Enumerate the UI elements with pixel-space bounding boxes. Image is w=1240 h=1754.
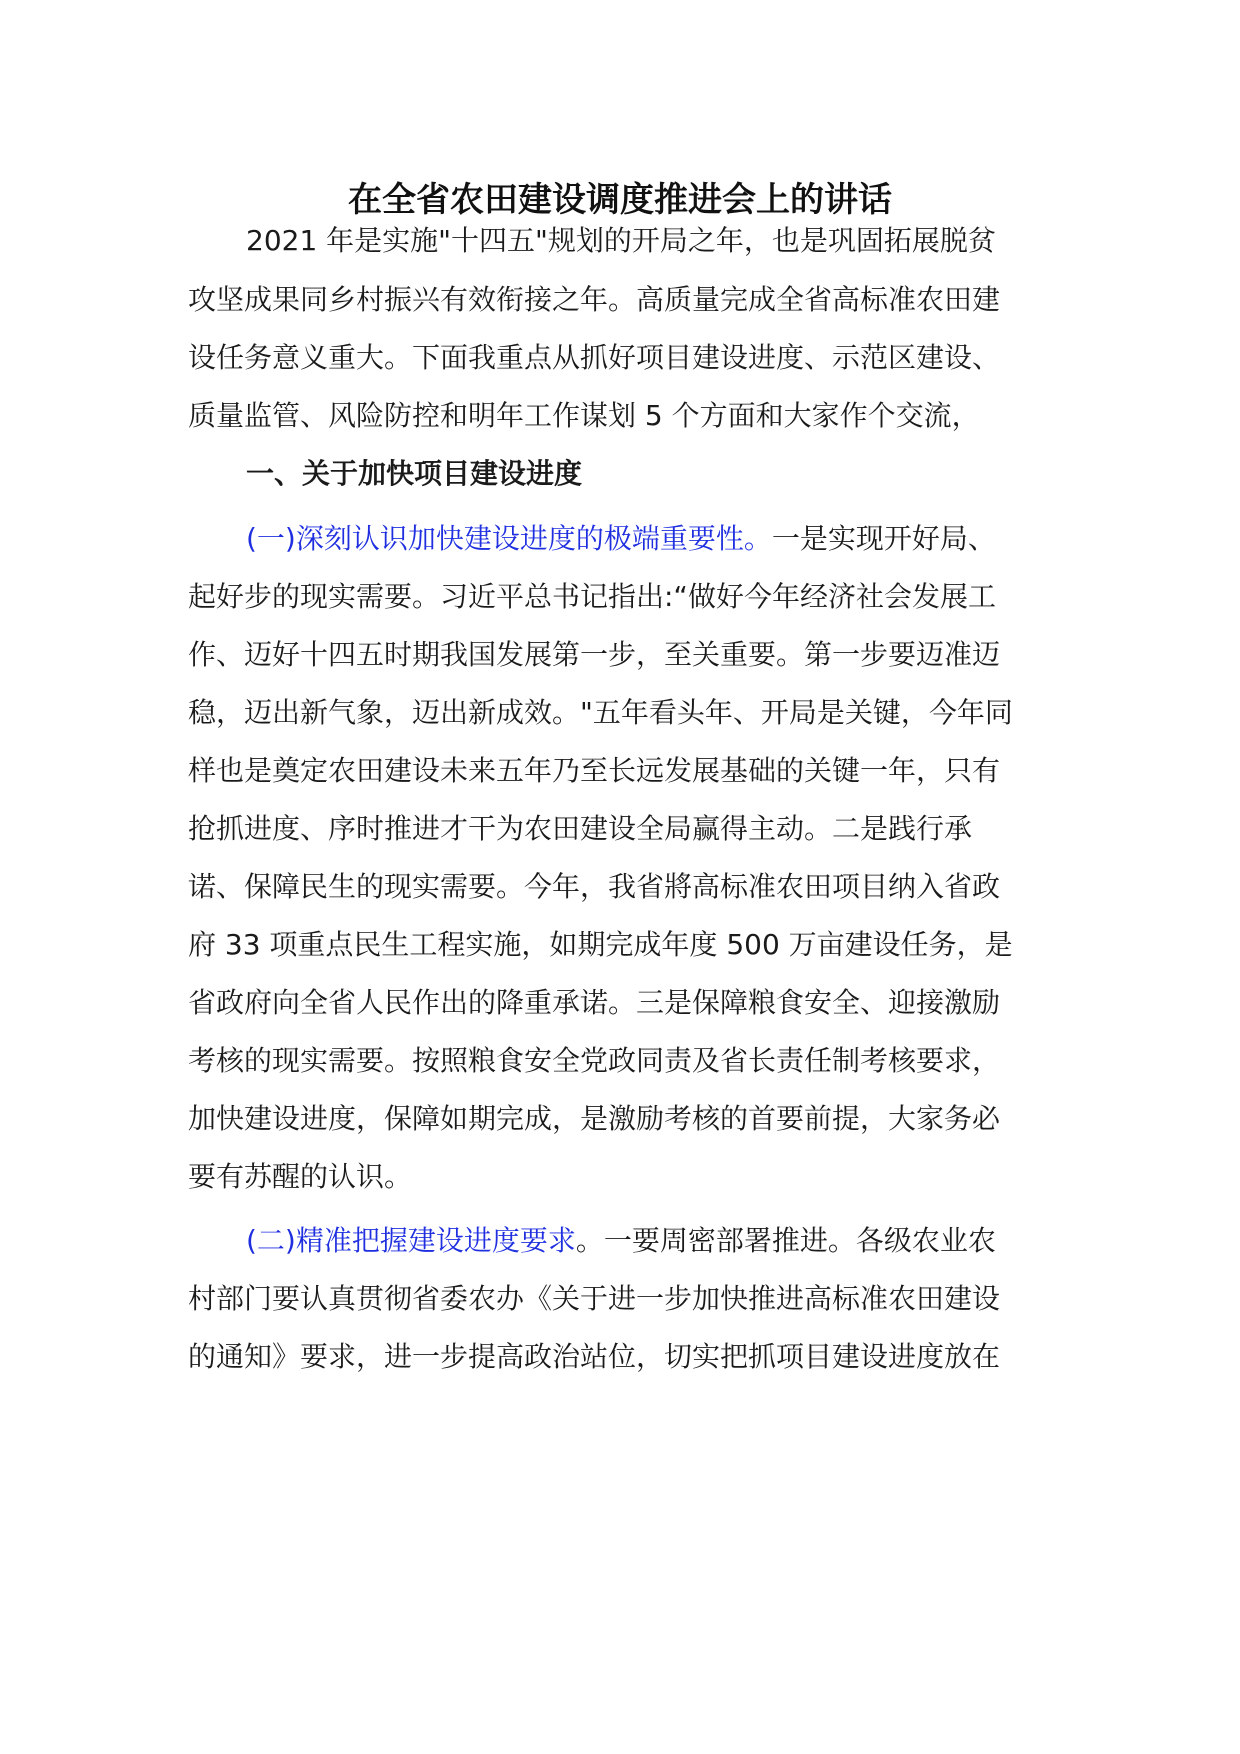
body-line: 起好步的现实需要。习近平总书记指出:“做好今年经济社会发展工 <box>188 580 996 613</box>
body-line: 诺、保障民生的现实需要。今年，我省將高标准农田项目纳入省政 <box>188 870 1001 903</box>
body-line: 要有苏醒的认识。 <box>188 1160 413 1193</box>
body-line: 省政府向全省人民作出的降重承诺。三是保障粮食安全、迎接激励 <box>188 986 1001 1019</box>
body-line: 府 33 项重点民生工程实施，如期完成年度 500 万亩建设任务，是 <box>188 928 1013 961</box>
body-line: 考核的现实需要。按照粮食安全党政同责及省长责任制考核要求， <box>188 1044 1001 1077</box>
body-line: 村部门要认真贯彻省委农办《关于进一步加快推进高标准农田建设 <box>188 1282 1001 1315</box>
subsection-1-text: 一是实现开好局、 <box>771 522 996 555</box>
body-line: 样也是奠定农田建设未来五年乃至长远发展基础的关键一年，只有 <box>188 754 1001 787</box>
body-line: 作、迈好十四五时期我国发展第一步，至关重要。第一步要迈准迈 <box>188 638 1001 671</box>
subsection-2-heading: (二)精准把握建设进度要求 <box>246 1224 576 1257</box>
subsection-2-first-line <box>246 1208 996 1274</box>
section-heading: 一、关于加快项目建设进度 <box>246 457 583 490</box>
body-line: 的通知》要求，进一步提高政治站位，切实把抓项目建设进度放在 <box>188 1340 1001 1373</box>
subsection-1-heading: (一)深刻认识加快建设进度的极端重要性。 <box>246 522 772 555</box>
body-line: 稳，迈出新气象，迈出新成效。"五年看头年、开局是关键，今年同 <box>188 696 1013 729</box>
body-line: 抢抓进度、序时推进才干为农田建设全局赢得主动。二是践行承 <box>188 812 973 845</box>
intro-line: 2021 年是实施"十四五"规划的开局之年，也是巩固拓展脱贫 <box>246 224 996 257</box>
body-line: 加快建设进度，保障如期完成，是激励考核的首要前提，大家务必 <box>188 1102 1001 1135</box>
intro-line: 攻坚成果同乡村振兴有效衔接之年。高质量完成全省高标准农田建 <box>188 283 1001 316</box>
subsection-2-text: 。一要周密部署推进。各级农业农 <box>575 1224 996 1257</box>
subsection-1-first-line <box>246 506 996 572</box>
document-title: 在全省农田建设调度推进会上的讲话 <box>348 180 892 220</box>
intro-line: 设任务意义重大。下面我重点从抓好项目建设进度、示范区建设、 <box>188 341 1001 374</box>
intro-line: 质量监管、风险防控和明年工作谋划 5 个方面和大家作个交流， <box>188 399 980 432</box>
